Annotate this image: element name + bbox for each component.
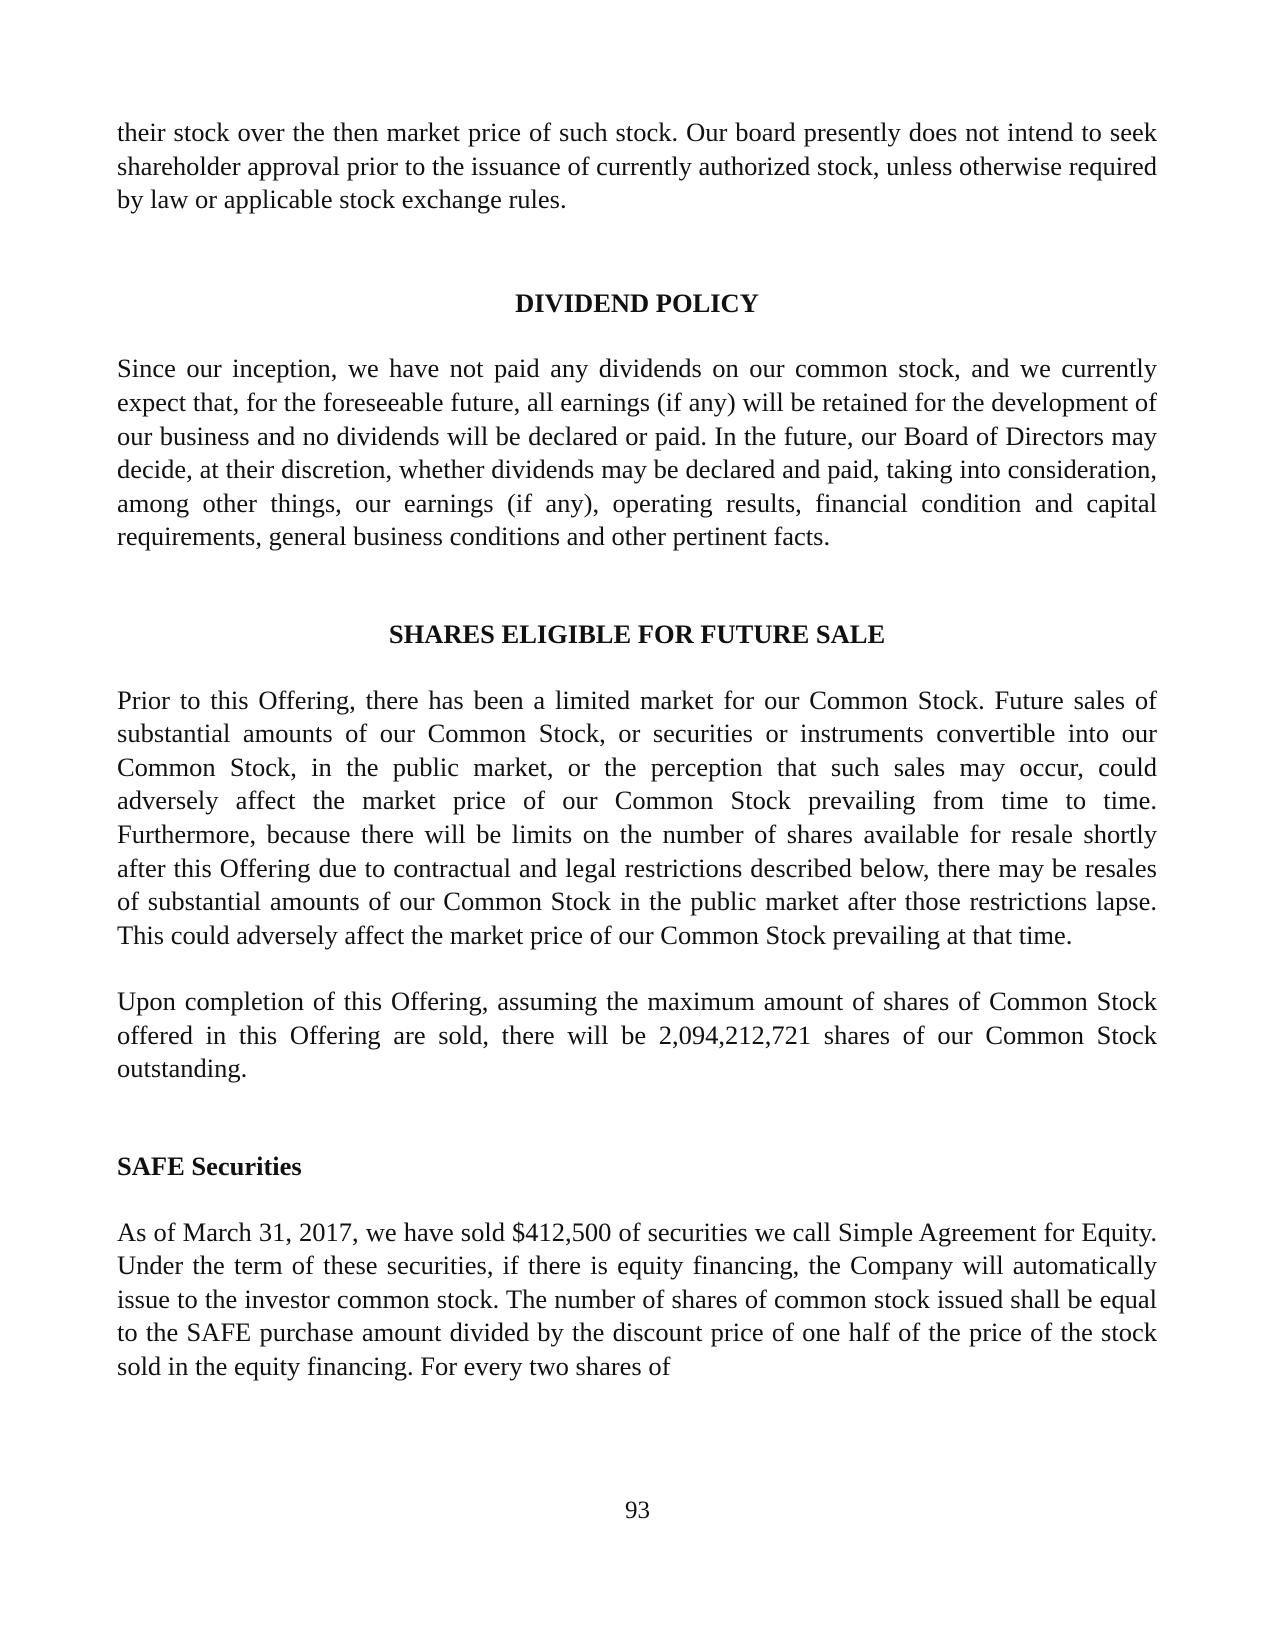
page-number: 93 bbox=[625, 1497, 650, 1524]
shares-eligible-heading: SHARES ELIGIBLE FOR FUTURE SALE bbox=[388, 618, 886, 649]
dividend-policy-heading: DIVIDEND POLICY bbox=[515, 287, 759, 318]
dividend-policy-paragraph: Since our inception, we have not paid any dividends on our common stock, and we currently expect that, for the foreseeable future, all earnings (if any) will be retained for the development of our business and no dividends will be declared or paid. In the future, our Board of Directors may decide, at their discretion, whether dividends may be declared and paid, taking into consideration, among other things, our earnings (if any), operating results, financial condition and capital requirements, general business conditions and other pertinent facts. bbox=[117, 353, 1157, 552]
safe-securities-heading: SAFE Securities bbox=[117, 1151, 302, 1182]
page-content bbox=[117, 116, 1157, 1384]
shares-eligible-paragraph-2: Upon completion of this Offering, assuming the maximum amount of shares of Common Stock offered in this Offering are sold, there will be 2,094,212,721 shares of our Common Stock outstanding. bbox=[117, 986, 1157, 1084]
intro-paragraph: their stock over the then market price of such stock. Our board presently does not intend to seek shareholder approval prior to the issuance of currently authorized stock, unless otherwise required by law or applicable stock exchange rules. bbox=[117, 117, 1157, 215]
shares-eligible-paragraph-1: Prior to this Offering, there has been a limited market for our Common Stock. Future sales of substantial amounts of our Common Stock, or securities or instruments convertible into our Common Stock, in the public market, or the perception that such sales may occur, could adversely affect the market price of our Common Stock prevailing from time to time. Furthermore, because there will be limits on the number of shares available for resale shortly after this Offering due to contractual and legal restrictions described below, there may be resales of substantial amounts of our Common Stock in the public market after those restrictions lapse. This could adversely affect the market price of our Common Stock prevailing at that time. bbox=[117, 684, 1157, 950]
safe-securities-paragraph: As of March 31, 2017, we have sold $412,500 of securities we call Simple Agreement for Equity. Under the term of these securities, if there is equity financing, the Company will automatically issue to the investor common stock. The number of shares of common stock issued shall be equal to the SAFE purchase amount divided by the discount price of one half of the price of the stock sold in the equity financing. For every two shares of bbox=[117, 1216, 1157, 1382]
